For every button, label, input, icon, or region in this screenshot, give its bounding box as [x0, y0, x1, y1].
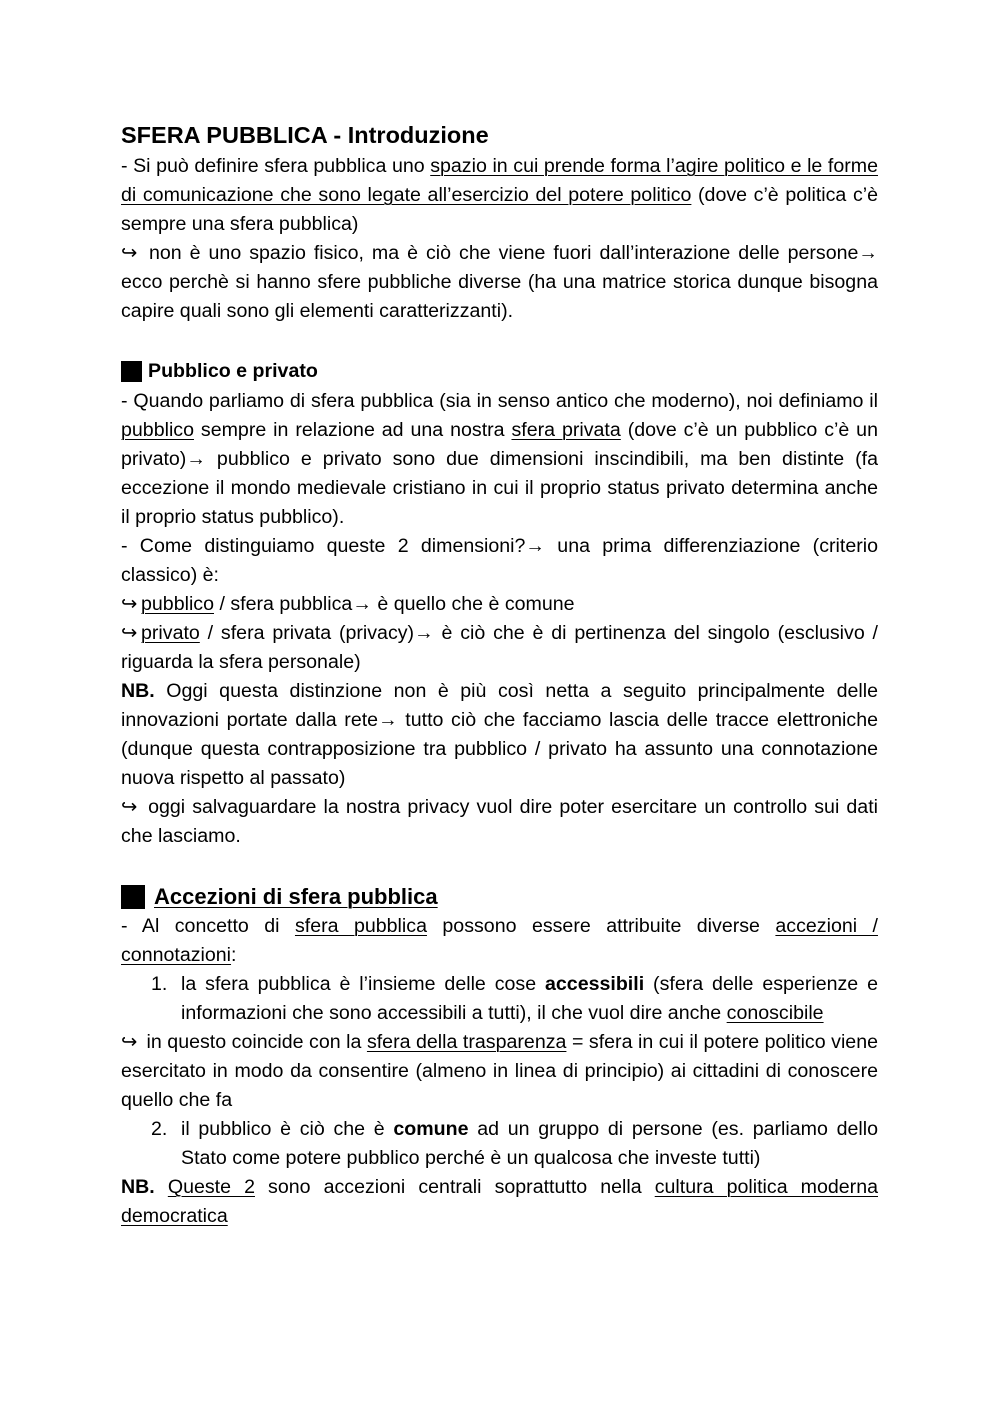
underlined-text: Queste 2 [167, 1176, 255, 1198]
text-run: ad un gruppo di persone (es. parliamo dello Stato come potere pubblico perché è un qualcosa che investe tutti) [181, 1118, 878, 1169]
text-run: / sfera privata (privacy)→ è ciò che è di pertinenza del singolo (esclusivo / riguarda la sfera personale) [121, 622, 878, 673]
list-number: 1. [151, 973, 168, 995]
list-item [121, 970, 878, 1028]
accezioni-list-1 [121, 970, 878, 1028]
section-heading-pubblico-privato [121, 356, 878, 387]
section1-privacy-line [121, 793, 878, 851]
spacer [121, 326, 878, 354]
text-run: (dove c’è un pubblico c’è un privato)→ pubblico e privato sono due dimensioni inscindibili, ma ben distinte (fa eccezione il mondo medievale cristiano in cui il proprio status privato determina anche il proprio status pubblico). [121, 419, 878, 528]
text-run: la sfera pubblica è l’insieme delle cose [181, 973, 546, 995]
hook-arrow-icon: ↪ [121, 1031, 138, 1053]
list-item [121, 1115, 878, 1173]
section1-paragraph-2: - Come distinguiamo queste 2 dimensioni?→ una prima differenziazione (criterio classico) è: [121, 535, 878, 586]
underlined-text: privato [141, 622, 200, 644]
section2-nb-paragraph [121, 1173, 878, 1231]
text-run: : [231, 944, 237, 966]
text-run: / sfera pubblica→ è quello che è comune [214, 593, 575, 615]
text-run: possono essere attribuite diverse [426, 915, 776, 937]
text-run: il pubblico è ciò che è [181, 1118, 394, 1140]
text-run: oggi salvaguardare la nostra privacy vuol dire poter esercitare un controllo sui dati che lasciamo. [121, 796, 878, 847]
underlined-text: pubblico [121, 419, 194, 441]
underlined-text: pubblico [141, 593, 214, 615]
text-run [155, 1176, 168, 1198]
black-square-icon [121, 885, 145, 909]
accezioni-list-2 [121, 1115, 878, 1173]
hook-arrow-icon: ↪ [121, 242, 138, 264]
document-page [121, 118, 878, 1231]
section1-pubblico-line [121, 590, 878, 619]
intro-paragraph-arrow [121, 239, 878, 326]
text-run: non è uno spazio fisico, ma è ciò che viene fuori dall’interazione delle persone→ ecco perchè si hanno sfere pubbliche diverse (ha una matrice storica dunque bisogna capire quali sono gli elementi caratterizzanti). [121, 242, 878, 322]
nb-label: NB. [121, 1176, 155, 1198]
text-run: - Si può definire sfera pubblica uno [121, 155, 431, 177]
text-run: Oggi questa distinzione non è più così netta a seguito principalmente delle innovazioni portate dalla rete→ tutto ciò che facciamo lascia delle tracce elettroniche (dunque questa contrapposizione tra pubblico / privato ha assunto una connotazione nuova rispetto al passato) [121, 680, 878, 789]
document-title: SFERA PUBBLICA - Introduzione [121, 122, 489, 148]
text-run: (dove c’è politica c’è sempre una sfera pubblica) [121, 184, 878, 235]
underlined-text: sfera pubblica [294, 915, 427, 937]
underlined-text: sfera della trasparenza [366, 1031, 567, 1053]
hook-arrow-icon: ↪ [121, 796, 138, 818]
underlined-text: spazio in cui prende forma l’agire politico e le forme di comunicazione che sono legate all’esercizio del potere politico [121, 155, 878, 206]
nb-label: NB. [121, 680, 155, 702]
text-run: (sfera delle esperienze e informazioni che sono accessibili a tutti), il che vuol dire anche [181, 973, 878, 1024]
underlined-text: accezioni / connotazioni [121, 915, 878, 966]
section-heading-text: Pubblico e privato [148, 360, 318, 382]
section-heading-text: Accezioni di sfera pubblica [154, 884, 438, 909]
text-run: - Quando parliamo di sfera pubblica (sia in senso antico che moderno), noi definiamo il [121, 390, 878, 412]
underlined-text: cultura politica moderna democratica [121, 1176, 878, 1227]
text-run: sono accezioni centrali soprattutto nella [254, 1176, 655, 1198]
text-run: = sfera in cui il potere politico viene esercitato in modo da consentire (almeno in linea di principio) ai cittadini di conoscere quello che fa [121, 1031, 878, 1111]
underlined-text: conoscibile [726, 1002, 824, 1024]
section1-paragraph-1 [121, 387, 878, 532]
text-run: in questo coincide con la [141, 1031, 367, 1053]
hook-arrow-icon: ↪ [121, 622, 138, 644]
section-heading-accezioni [121, 881, 878, 912]
section2-paragraph-1 [121, 912, 878, 970]
section1-nb-paragraph [121, 677, 878, 793]
bold-text: comune [393, 1118, 469, 1140]
underlined-text: sfera privata [511, 419, 621, 441]
list-number: 2. [151, 1118, 168, 1140]
intro-paragraph-definition [121, 152, 878, 239]
bold-text: accessibili [545, 973, 645, 995]
section2-trasparenza-paragraph [121, 1028, 878, 1115]
black-square-icon [121, 361, 142, 382]
section1-privato-line [121, 619, 878, 677]
spacer [121, 851, 878, 879]
text-run: - Al concetto di [121, 915, 295, 937]
text-run: sempre in relazione ad una nostra [194, 419, 512, 441]
hook-arrow-icon: ↪ [121, 593, 138, 615]
